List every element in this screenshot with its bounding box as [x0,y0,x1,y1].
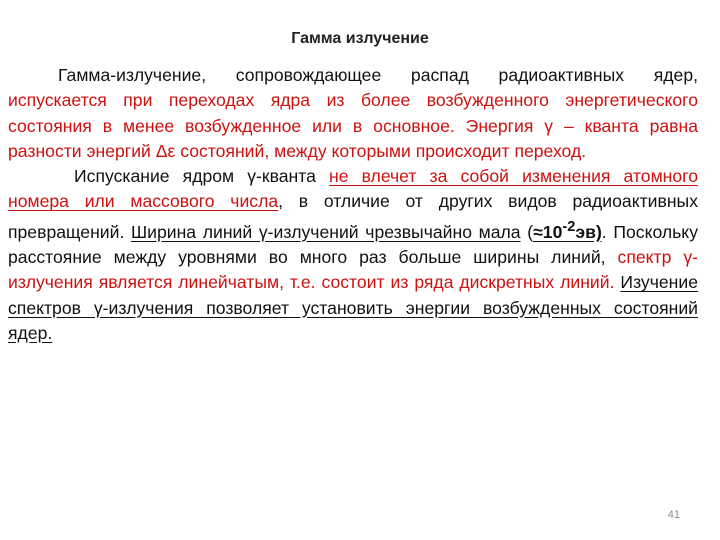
p2-text-levels: . Поскольку расстояние между уровнями во много раз больше ширины линий, [8,221,698,267]
slide-title: Гамма излучение [291,30,429,47]
p2-energy-unit: эв) [575,221,602,242]
p2-intro-text: Испускание ядром γ-кванта [74,166,329,187]
p2-emphasis-line-spectrum: спектр γ-излучения является линейчатым, т.е. состоит из ряда дискретных линий. [8,246,699,293]
paragraph-gamma-quantum [8,164,698,346]
paragraph-gamma-emission [8,63,698,164]
slide-body [8,63,698,346]
p2-energy-value [533,218,602,242]
page-number: 41 [667,509,680,521]
p2-underlined-line-width: Ширина линий γ-излучений чрезвычайно мала [131,221,521,242]
p2-energy-exponent: -2 [562,218,576,235]
p2-underlined-conclusion: Изучение спектров γ-излучения позволяет установить энергии возбужденных состояний ядер. [8,272,699,343]
p2-emphasis-no-change: не влечет за собой изменения атомного номера или массового числа [8,166,698,212]
p2-text-comparison: , в отличие от других видов радиоактивных превращений. [8,191,698,242]
p1-intro-text: Гамма-излучение, сопровождающее распад радиоактивных ядер, [58,65,698,85]
p2-text-paren-open: ( [520,221,534,242]
p2-energy-number: ≈10 [533,221,563,242]
p1-emphasis-transition: испускается при переходах ядра из более возбужденного энергетического состояния в менее возбужденное или в основное. Энергия γ – кванта равна разности энергий Δε состояний, между которыми происходит переход. [8,90,698,161]
